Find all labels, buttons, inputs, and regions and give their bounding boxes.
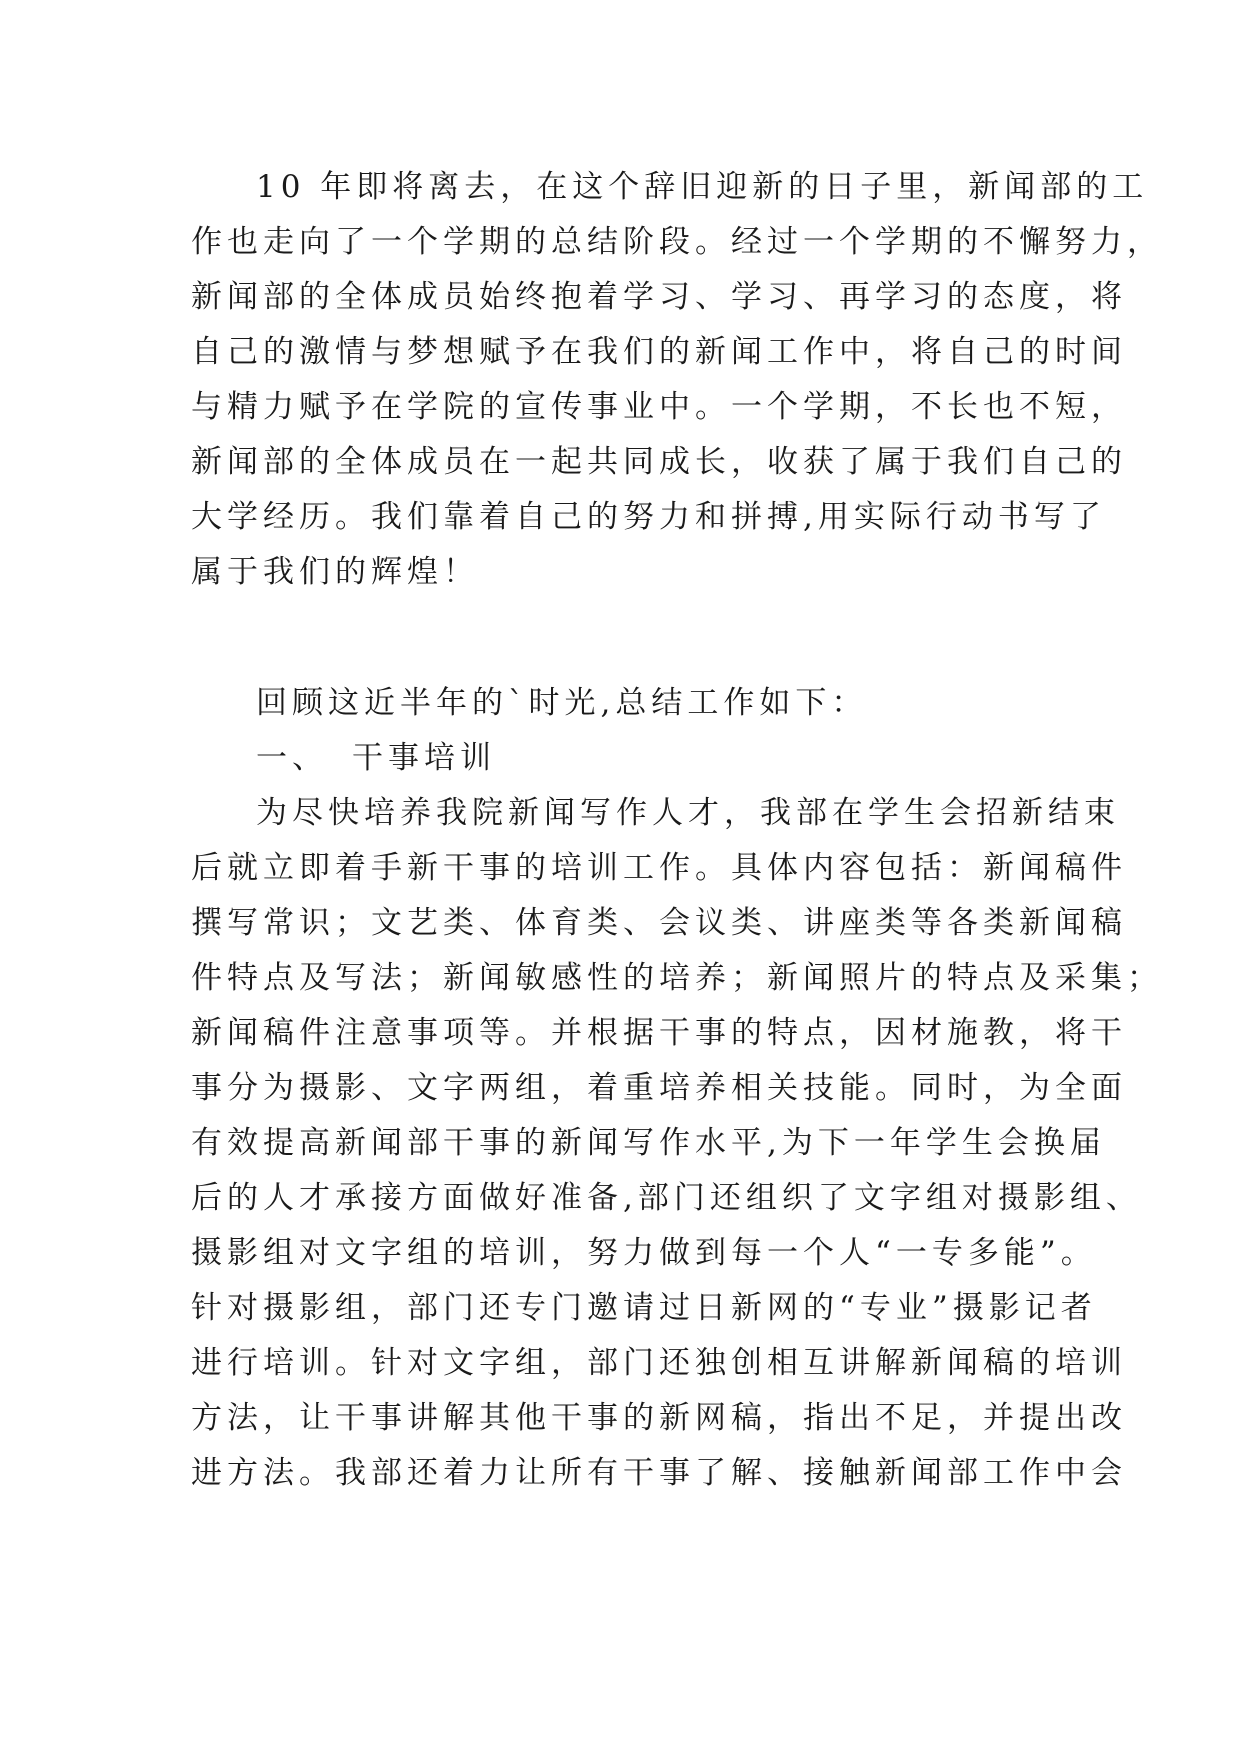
section-number: 一、: [256, 740, 328, 776]
paragraph-line: 后的人才承接方面做好准备,部门还组织了文字组对摄影组、: [191, 1180, 1142, 1216]
paragraph-line: 为尽快培养我院新闻写作人才，我部在学生会招新结束: [256, 795, 1120, 831]
paragraph-line: 新闻部的全体成员始终抱着学习、学习、再学习的态度，将: [191, 279, 1127, 315]
paragraph-line: 属于我们的辉煌！: [191, 554, 479, 590]
paragraph-line: 针对摄影组，部门还专门邀请过日新网的“专业”摄影记者: [191, 1290, 1097, 1326]
paragraph-line: 件特点及写法；新闻敏感性的培养；新闻照片的特点及采集；: [191, 960, 1163, 996]
paragraph-line: 方法，让干事讲解其他干事的新网稿，指出不足，并提出改: [191, 1400, 1127, 1436]
section-title: 干事培训: [352, 740, 496, 776]
paragraph-line: 进行培训。针对文字组，部门还独创相互讲解新闻稿的培训: [191, 1345, 1127, 1381]
paragraph-line: 撰写常识；文艺类、体育类、会议类、讲座类等各类新闻稿: [191, 905, 1127, 941]
paragraph-line: 大学经历。我们靠着自己的努力和拼搏,用实际行动书写了: [191, 499, 1106, 535]
paragraph-line: 回顾这近半年的`时光,总结工作如下：: [256, 685, 868, 721]
paragraph-line: 自己的激情与梦想赋予在我们的新闻工作中，将自己的时间: [191, 334, 1127, 370]
paragraph-line: 事分为摄影、文字两组，着重培养相关技能。同时，为全面: [191, 1070, 1127, 1106]
paragraph-line: 与精力赋予在学院的宣传事业中。一个学期，不长也不短，: [191, 389, 1127, 425]
section-heading: [256, 738, 496, 778]
paragraph-line: 新闻稿件注意事项等。并根据干事的特点，因材施教，将干: [191, 1015, 1127, 1051]
paragraph-line: 进方法。我部还着力让所有干事了解、接触新闻部工作中会: [191, 1455, 1127, 1491]
paragraph-line: 有效提高新闻部干事的新闻写作水平,为下一年学生会换届: [191, 1125, 1106, 1161]
paragraph-line: 作也走向了一个学期的总结阶段。经过一个学期的不懈努力，: [191, 224, 1163, 260]
paragraph-line: 摄影组对文字组的培训，努力做到每一个人“一专多能”。: [191, 1235, 1097, 1271]
paragraph-line: 后就立即着手新干事的培训工作。具体内容包括：新闻稿件: [191, 850, 1127, 886]
paragraph-line: 10 年即将离去，在这个辞旧迎新的日子里，新闻部的工: [256, 169, 1149, 205]
paragraph-line: 新闻部的全体成员在一起共同成长，收获了属于我们自己的: [191, 444, 1127, 480]
